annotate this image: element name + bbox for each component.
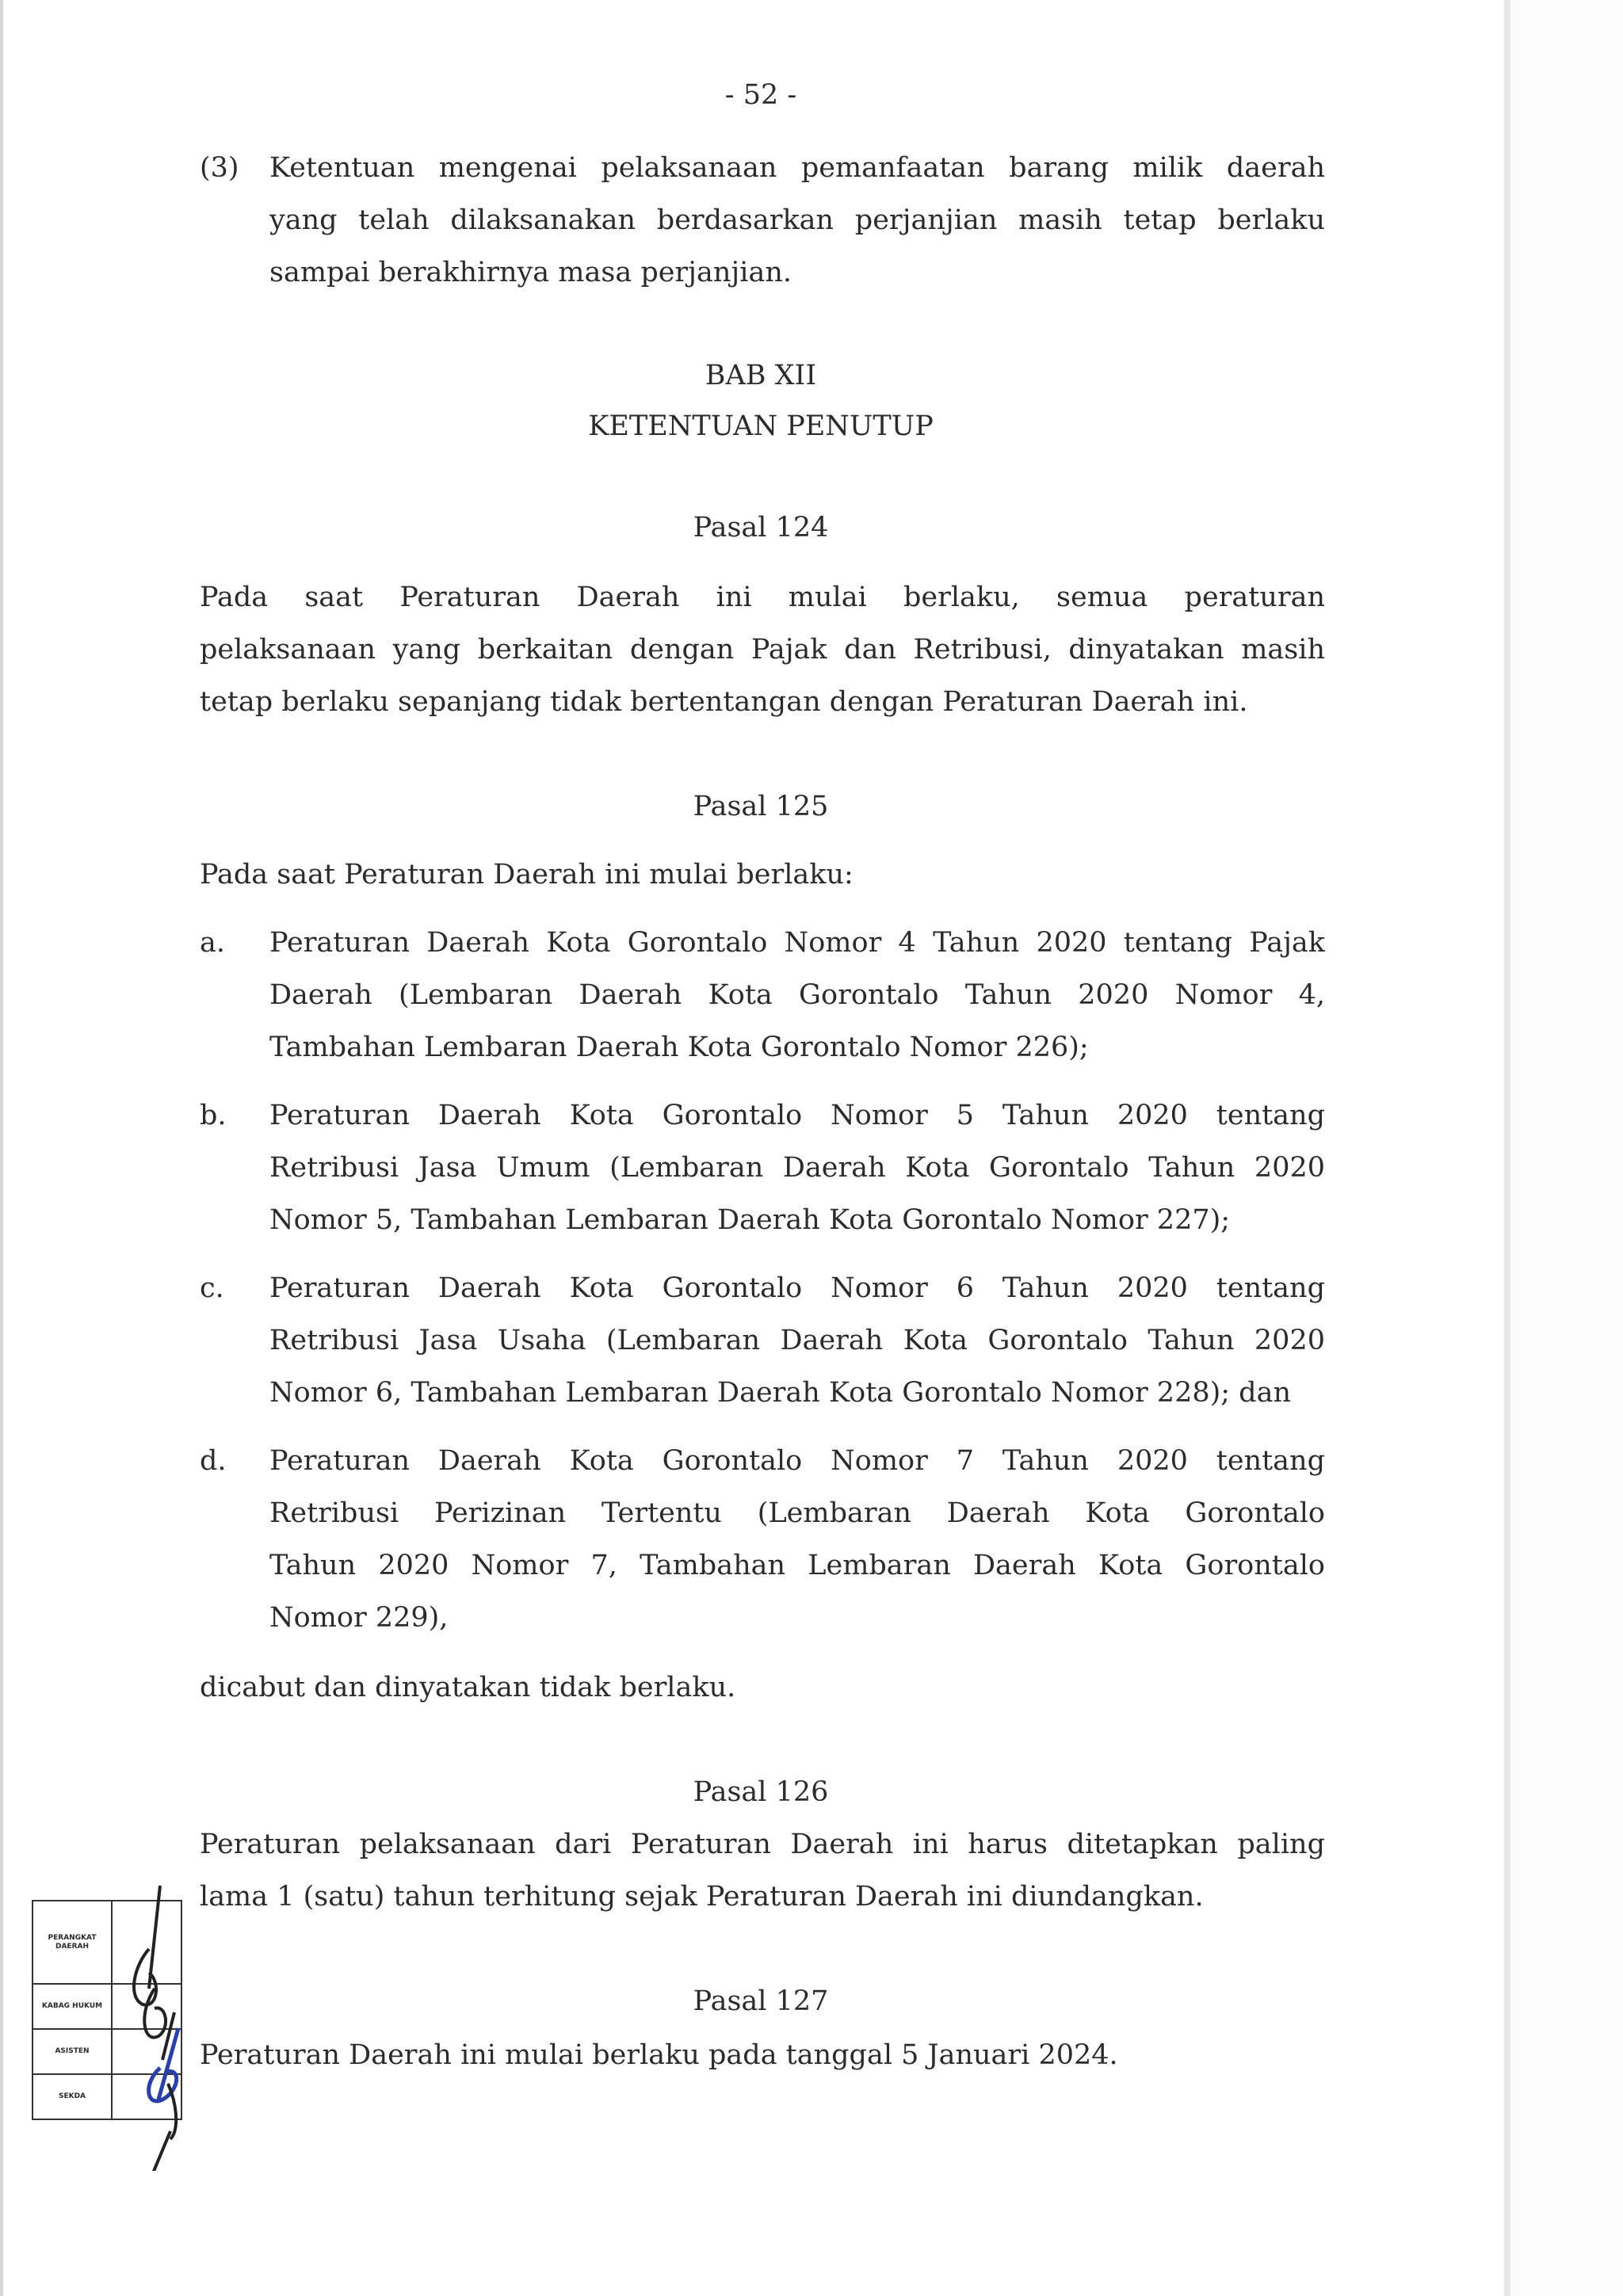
- list-item-d-line-3: Tahun 2020 Nomor 7, Tambahan Lembaran Daerah Kota Gorontalo: [269, 1550, 1325, 1581]
- pasal-127-line-1: Peraturan Daerah ini mulai berlaku pada tanggal 5 Januari 2024.: [200, 2039, 1118, 2071]
- pasal-124-line-2: pelaksanaan yang berkaitan dengan Pajak dan Retribusi, dinyatakan masih: [200, 634, 1325, 666]
- paragraph3-line-1: Ketentuan mengenai pelaksanaan pemanfaatan barang milik daerah: [269, 152, 1325, 184]
- pasal-127-heading: Pasal 127: [693, 1985, 829, 2017]
- list-item-d-line-4: Nomor 229),: [269, 1602, 449, 1634]
- pasal-125-closing: dicabut dan dinyatakan tidak berlaku.: [200, 1672, 736, 1703]
- pasal-124-line-3: tetap berlaku sepanjang tidak bertentangan dengan Peraturan Daerah ini.: [200, 686, 1248, 718]
- page-number: - 52 -: [724, 79, 797, 111]
- list-item-b-line-2: Retribusi Jasa Umum (Lembaran Daerah Kota Gorontalo Tahun 2020: [269, 1152, 1325, 1184]
- paraf-row-label: PERANGKAT DAERAH: [32, 1901, 112, 1984]
- list-item-d-line-2: Retribusi Perizinan Tertentu (Lembaran Daerah Kota Gorontalo: [269, 1497, 1325, 1529]
- list-item-a-line-2: Daerah (Lembaran Daerah Kota Gorontalo Tahun 2020 Nomor 4,: [269, 979, 1325, 1011]
- pasal-126-heading: Pasal 126: [693, 1776, 829, 1808]
- list-item-letter: d.: [200, 1445, 227, 1477]
- list-item-a-line-1: Peraturan Daerah Kota Gorontalo Nomor 4 Tahun 2020 tentang Pajak: [269, 927, 1325, 959]
- chapter-number: BAB XII: [705, 360, 817, 391]
- page-edge-left: [0, 0, 3, 2296]
- list-item-a-line-3: Tambahan Lembaran Daerah Kota Gorontalo Nomor 226);: [269, 1032, 1089, 1063]
- chapter-title: KETENTUAN PENUTUP: [588, 410, 934, 442]
- pasal-124-heading: Pasal 124: [693, 512, 829, 543]
- paraf-row-label: KABAG HUKUM: [32, 1984, 112, 2029]
- list-item-letter: b.: [200, 1100, 227, 1131]
- paraf-row-label: SEKDA: [32, 2074, 112, 2119]
- list-item-b-line-1: Peraturan Daerah Kota Gorontalo Nomor 5 Tahun 2020 tentang: [269, 1100, 1325, 1131]
- pasal-126-line-2: lama 1 (satu) tahun terhitung sejak Peraturan Daerah ini diundangkan.: [200, 1881, 1204, 1913]
- list-item-c-line-2: Retribusi Jasa Usaha (Lembaran Daerah Kota Gorontalo Tahun 2020: [269, 1325, 1325, 1356]
- list-item-c-line-3: Nomor 6, Tambahan Lembaran Daerah Kota Gorontalo Nomor 228); dan: [269, 1377, 1291, 1409]
- handwritten-initials: [103, 1870, 206, 2171]
- paragraph-number: (3): [200, 152, 239, 184]
- list-item-letter: a.: [200, 927, 225, 959]
- pasal-126-line-1: Peraturan pelaksanaan dari Peraturan Daerah ini harus ditetapkan paling: [200, 1829, 1325, 1860]
- paragraph3-line-3: sampai berakhirnya masa perjanjian.: [269, 257, 792, 288]
- list-item-d-line-1: Peraturan Daerah Kota Gorontalo Nomor 7 Tahun 2020 tentang: [269, 1445, 1325, 1477]
- pasal-125-intro: Pada saat Peraturan Daerah ini mulai berlaku:: [200, 859, 854, 891]
- paraf-row-label: ASISTEN: [32, 2029, 112, 2074]
- paragraph3-line-2: yang telah dilaksanakan berdasarkan perjanjian masih tetap berlaku: [269, 204, 1325, 236]
- pasal-125-heading: Pasal 125: [693, 791, 829, 822]
- page-edge-right: [1504, 0, 1510, 2296]
- pasal-124-line-1: Pada saat Peraturan Daerah ini mulai berlaku, semua peraturan: [200, 582, 1325, 613]
- list-item-c-line-1: Peraturan Daerah Kota Gorontalo Nomor 6 Tahun 2020 tentang: [269, 1272, 1325, 1304]
- page-margin-right: [1510, 0, 1623, 2296]
- list-item-letter: c.: [200, 1272, 224, 1304]
- list-item-b-line-3: Nomor 5, Tambahan Lembaran Daerah Kota Gorontalo Nomor 227);: [269, 1204, 1231, 1236]
